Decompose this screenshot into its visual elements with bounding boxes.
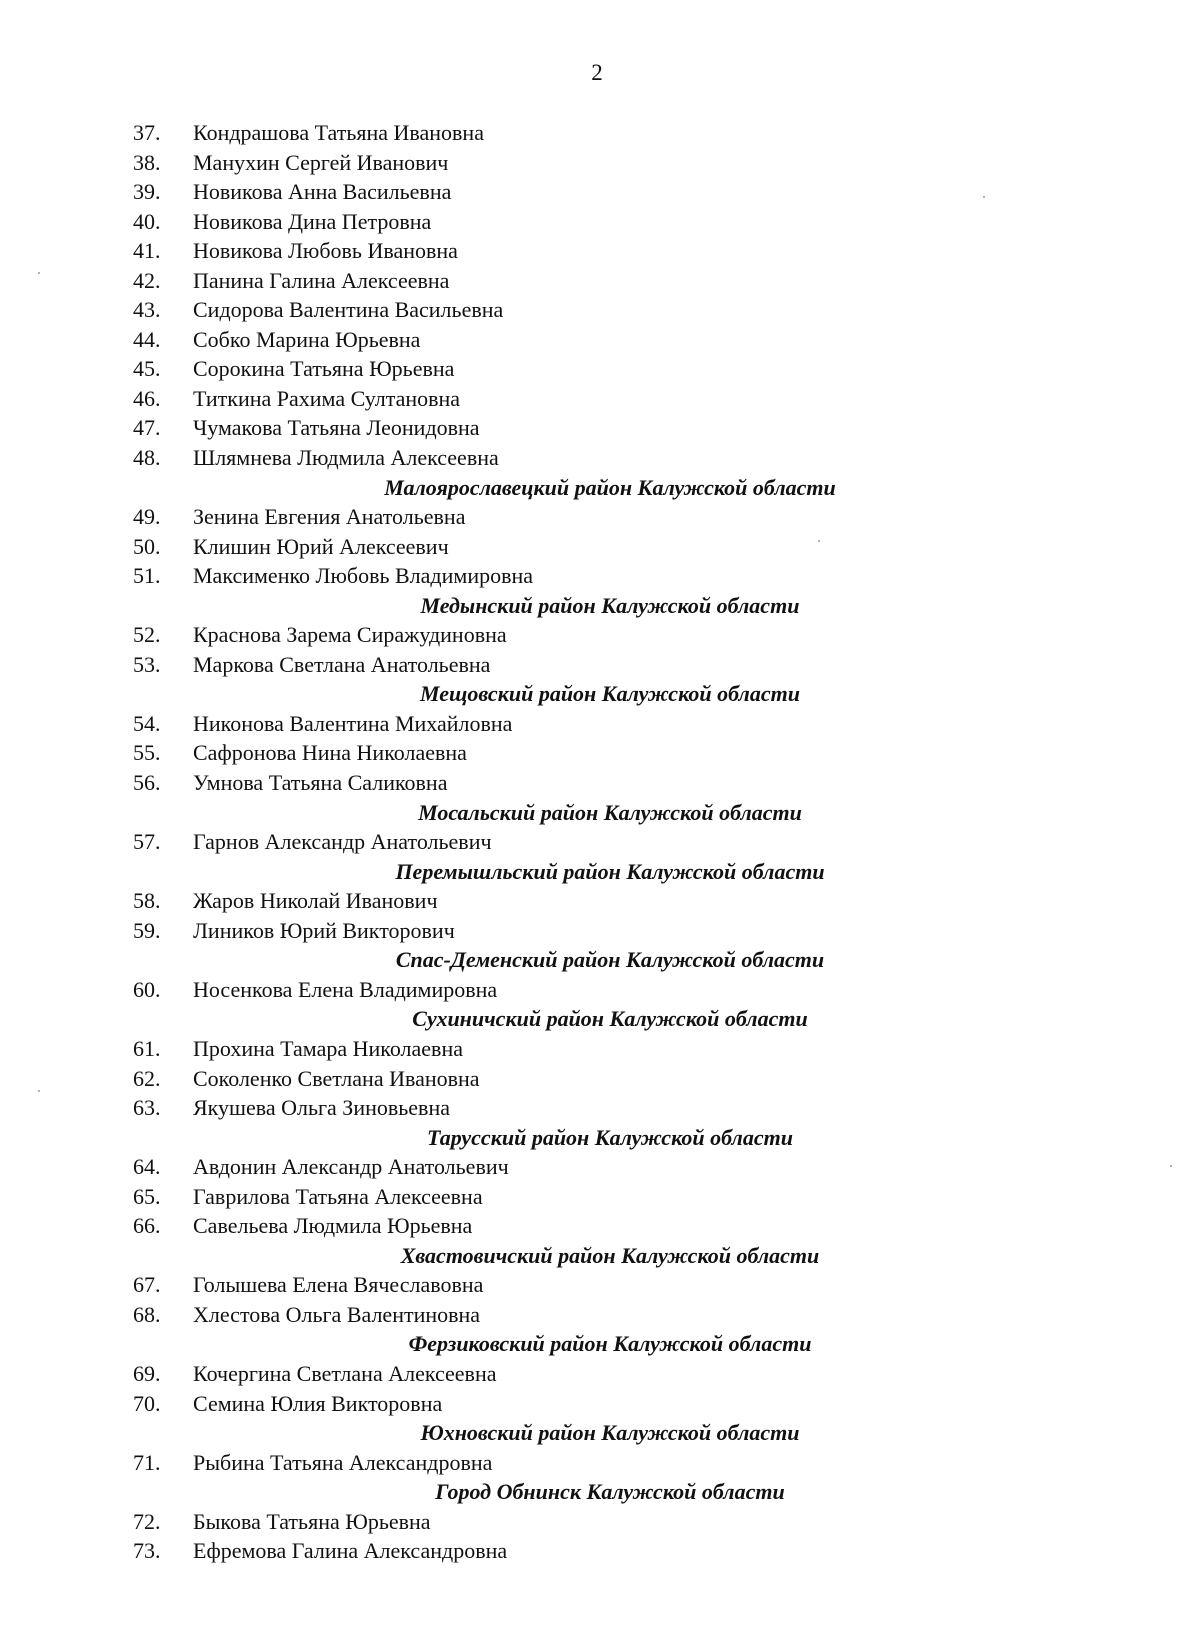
district-heading bbox=[0, 1241, 1200, 1271]
list-item bbox=[0, 1300, 1200, 1330]
list-item bbox=[0, 177, 1200, 207]
item-number: 64. bbox=[133, 1154, 161, 1180]
person-name: Гаврилова Татьяна Алексеевна bbox=[193, 1183, 483, 1209]
district-title: Мещовский район Калужской области bbox=[420, 681, 800, 707]
district-heading bbox=[0, 1418, 1200, 1448]
person-name: Панина Галина Алексеевна bbox=[193, 267, 450, 293]
list-item bbox=[0, 561, 1200, 591]
person-name: Быкова Татьяна Юрьевна bbox=[193, 1508, 431, 1534]
person-name: Сидорова Валентина Васильевна bbox=[193, 297, 504, 323]
list-item bbox=[0, 207, 1200, 237]
person-name: Никонова Валентина Михайловна bbox=[193, 710, 513, 736]
person-name: Сорокина Татьяна Юрьевна bbox=[193, 356, 455, 382]
person-name: Сафронова Нина Николаевна bbox=[193, 740, 467, 766]
person-name: Новикова Любовь Ивановна bbox=[193, 238, 458, 264]
item-number: 55. bbox=[133, 740, 161, 766]
item-number: 46. bbox=[133, 385, 161, 411]
item-number: 71. bbox=[133, 1449, 161, 1475]
item-number: 68. bbox=[133, 1301, 161, 1327]
list-item bbox=[0, 1448, 1200, 1478]
item-number: 52. bbox=[133, 622, 161, 648]
item-number: 58. bbox=[133, 888, 161, 914]
item-number: 43. bbox=[133, 297, 161, 323]
person-name: Манухин Сергей Иванович bbox=[193, 149, 449, 175]
item-number: 66. bbox=[133, 1213, 161, 1239]
list-item bbox=[0, 1152, 1200, 1182]
person-name: Савельева Людмила Юрьевна bbox=[193, 1213, 473, 1239]
district-title: Малоярославецкий район Калужской области bbox=[384, 474, 836, 500]
person-name: Ефремова Галина Александровна bbox=[193, 1538, 508, 1564]
item-number: 39. bbox=[133, 179, 161, 205]
person-name: Шлямнева Людмила Алексеевна bbox=[193, 445, 499, 471]
district-heading bbox=[0, 473, 1200, 503]
district-title: Мосальский район Калужской области bbox=[418, 799, 802, 825]
person-name: Голышева Елена Вячеславовна bbox=[193, 1272, 484, 1298]
district-title: Тарусский район Калужской области bbox=[427, 1124, 793, 1150]
scan-speck bbox=[1170, 1165, 1172, 1167]
list-item bbox=[0, 916, 1200, 946]
list-item bbox=[0, 236, 1200, 266]
item-number: 63. bbox=[133, 1095, 161, 1121]
item-number: 72. bbox=[133, 1508, 161, 1534]
scan-speck bbox=[983, 196, 985, 198]
page-number-text: 2 bbox=[591, 60, 603, 85]
list-item bbox=[0, 443, 1200, 473]
item-number: 48. bbox=[133, 445, 161, 471]
item-number: 67. bbox=[133, 1272, 161, 1298]
item-number: 61. bbox=[133, 1035, 161, 1061]
list-item bbox=[0, 1359, 1200, 1389]
district-title: Город Обнинск Калужской области bbox=[435, 1479, 785, 1505]
item-number: 53. bbox=[133, 651, 161, 677]
list-item bbox=[0, 768, 1200, 798]
list-item bbox=[0, 975, 1200, 1005]
name-list bbox=[0, 118, 1200, 1566]
district-heading bbox=[0, 1329, 1200, 1359]
person-name: Титкина Рахима Султановна bbox=[193, 385, 461, 411]
item-number: 41. bbox=[133, 238, 161, 264]
district-heading bbox=[0, 679, 1200, 709]
district-title: Сухиничский район Калужской области bbox=[412, 1006, 808, 1032]
district-title: Ферзиковский район Калужской области bbox=[408, 1331, 812, 1357]
item-number: 70. bbox=[133, 1390, 161, 1416]
item-number: 65. bbox=[133, 1183, 161, 1209]
list-item bbox=[0, 532, 1200, 562]
list-item bbox=[0, 1034, 1200, 1064]
scan-speck bbox=[818, 540, 820, 542]
list-item bbox=[0, 502, 1200, 532]
list-item bbox=[0, 1270, 1200, 1300]
item-number: 57. bbox=[133, 829, 161, 855]
list-item bbox=[0, 384, 1200, 414]
list-item bbox=[0, 266, 1200, 296]
person-name: Жаров Николай Иванович bbox=[193, 888, 438, 914]
list-item bbox=[0, 148, 1200, 178]
item-number: 69. bbox=[133, 1360, 161, 1386]
person-name: Прохина Тамара Николаевна bbox=[193, 1035, 463, 1061]
list-item bbox=[0, 1389, 1200, 1419]
list-item bbox=[0, 738, 1200, 768]
item-number: 49. bbox=[133, 504, 161, 530]
item-number: 50. bbox=[133, 533, 161, 559]
list-item bbox=[0, 118, 1200, 148]
item-number: 40. bbox=[133, 208, 161, 234]
item-number: 37. bbox=[133, 120, 161, 145]
person-name: Новикова Анна Васильевна bbox=[193, 179, 452, 205]
list-item bbox=[0, 620, 1200, 650]
person-name: Кондрашова Татьяна Ивановна bbox=[193, 120, 484, 145]
person-name: Зенина Евгения Анатольевна bbox=[193, 504, 466, 530]
person-name: Лиников Юрий Викторович bbox=[193, 917, 455, 943]
page-number bbox=[0, 60, 1200, 86]
list-item bbox=[0, 1093, 1200, 1123]
list-item bbox=[0, 650, 1200, 680]
person-name: Хлестова Ольга Валентиновна bbox=[193, 1301, 481, 1327]
district-heading bbox=[0, 945, 1200, 975]
district-title: Перемышльский район Калужской области bbox=[395, 858, 825, 884]
scan-speck bbox=[38, 1090, 40, 1092]
district-heading bbox=[0, 1004, 1200, 1034]
district-heading bbox=[0, 1477, 1200, 1507]
item-number: 45. bbox=[133, 356, 161, 382]
district-heading bbox=[0, 857, 1200, 887]
person-name: Якушева Ольга Зиновьевна bbox=[193, 1095, 450, 1121]
person-name: Новикова Дина Петровна bbox=[193, 208, 432, 234]
district-heading bbox=[0, 1123, 1200, 1153]
person-name: Семина Юлия Викторовна bbox=[193, 1390, 443, 1416]
person-name: Собко Марина Юрьевна bbox=[193, 326, 421, 352]
item-number: 62. bbox=[133, 1065, 161, 1091]
person-name: Соколенко Светлана Ивановна bbox=[193, 1065, 480, 1091]
item-number: 73. bbox=[133, 1538, 161, 1564]
item-number: 54. bbox=[133, 710, 161, 736]
person-name: Гарнов Александр Анатольевич bbox=[193, 829, 492, 855]
person-name: Умнова Татьяна Саликовна bbox=[193, 770, 448, 796]
list-item bbox=[0, 295, 1200, 325]
person-name: Авдонин Александр Анатольевич bbox=[193, 1154, 509, 1180]
person-name: Маркова Светлана Анатольевна bbox=[193, 651, 491, 677]
person-name: Клишин Юрий Алексеевич bbox=[193, 533, 449, 559]
district-title: Спас-Деменский район Калужской области bbox=[395, 947, 825, 973]
person-name: Чумакова Татьяна Леонидовна bbox=[193, 415, 480, 441]
item-number: 44. bbox=[133, 326, 161, 352]
list-item bbox=[0, 1064, 1200, 1094]
district-title: Хвастовичский район Калужской области bbox=[400, 1242, 820, 1268]
district-heading bbox=[0, 591, 1200, 621]
list-item bbox=[0, 886, 1200, 916]
list-item bbox=[0, 1211, 1200, 1241]
person-name: Рыбина Татьяна Александровна bbox=[193, 1449, 493, 1475]
scan-speck bbox=[38, 272, 40, 274]
list-item bbox=[0, 1182, 1200, 1212]
list-item bbox=[0, 1536, 1200, 1566]
item-number: 47. bbox=[133, 415, 161, 441]
person-name: Кочергина Светлана Алексеевна bbox=[193, 1360, 497, 1386]
list-item bbox=[0, 1507, 1200, 1537]
district-title: Медынский район Калужской области bbox=[420, 592, 800, 618]
list-item bbox=[0, 413, 1200, 443]
district-heading bbox=[0, 798, 1200, 828]
person-name: Максименко Любовь Владимировна bbox=[193, 563, 534, 589]
item-number: 59. bbox=[133, 917, 161, 943]
list-item bbox=[0, 827, 1200, 857]
item-number: 56. bbox=[133, 770, 161, 796]
item-number: 42. bbox=[133, 267, 161, 293]
item-number: 38. bbox=[133, 149, 161, 175]
list-item bbox=[0, 325, 1200, 355]
item-number: 51. bbox=[133, 563, 161, 589]
list-item bbox=[0, 709, 1200, 739]
item-number: 60. bbox=[133, 976, 161, 1002]
person-name: Краснова Зарема Сиражудиновна bbox=[193, 622, 507, 648]
person-name: Носенкова Елена Владимировна bbox=[193, 976, 498, 1002]
district-title: Юхновский район Калужской области bbox=[420, 1420, 800, 1446]
list-item bbox=[0, 354, 1200, 384]
